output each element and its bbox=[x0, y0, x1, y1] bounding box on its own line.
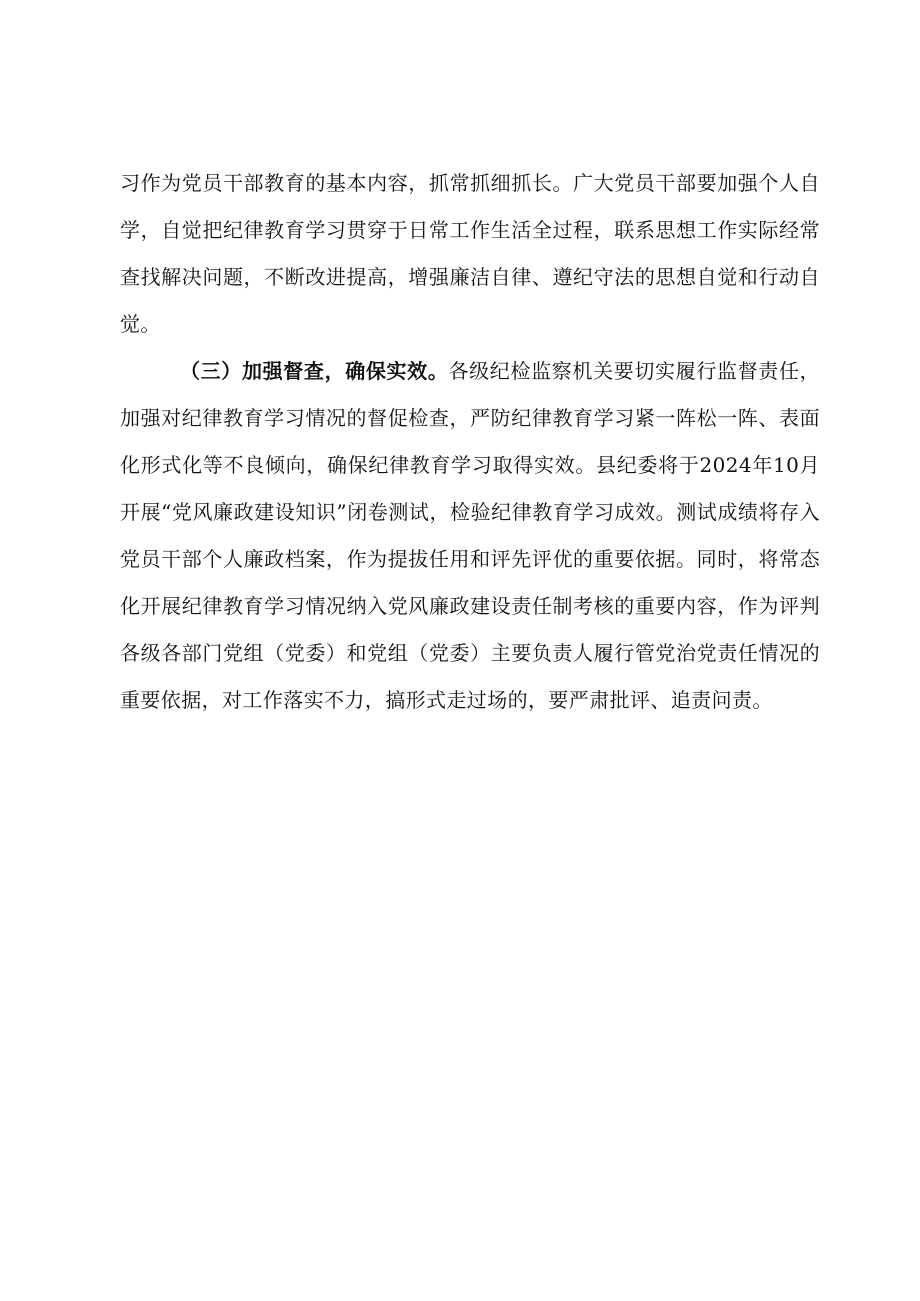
document-body bbox=[120, 160, 820, 724]
paragraph-continued bbox=[120, 160, 820, 348]
paragraph-text: 各级纪检监察机关要切实履行监督责任，加强对纪律教育学习情况的督促检查，严防纪律教育学习紧一阵松一阵、表面化形式化等不良倾向，确保纪律教育学习取得实效。县纪委将于2024年10月开展“党风廉政建设知识”闭卷测试，检验纪律教育学习成效。测试成绩将存入党员干部个人廉政档案，作为提拔任用和评先评优的重要依据。同时，将常态化开展纪律教育学习情况纳入党风廉政建设责任制考核的重要内容，作为评判各级各部门党组（党委）和党组（党委）主要负责人履行管党治党责任情况的重要依据，对工作落实不力，搞形式走过场的，要严肃批评、追责问责。 bbox=[120, 359, 821, 712]
paragraph-text: 习作为党员干部教育的基本内容，抓常抓细抓长。广大党员干部要加强个人自学，自觉把纪律教育学习贯穿于日常工作生活全过程，联系思想工作实际经常查找解决问题，不断改进提高，增强廉洁自律、遵纪守法的思想自觉和行动自觉。 bbox=[120, 171, 820, 336]
section-heading: （三）加强督查，确保实效。 bbox=[180, 359, 449, 383]
paragraph-section-three bbox=[120, 348, 820, 724]
